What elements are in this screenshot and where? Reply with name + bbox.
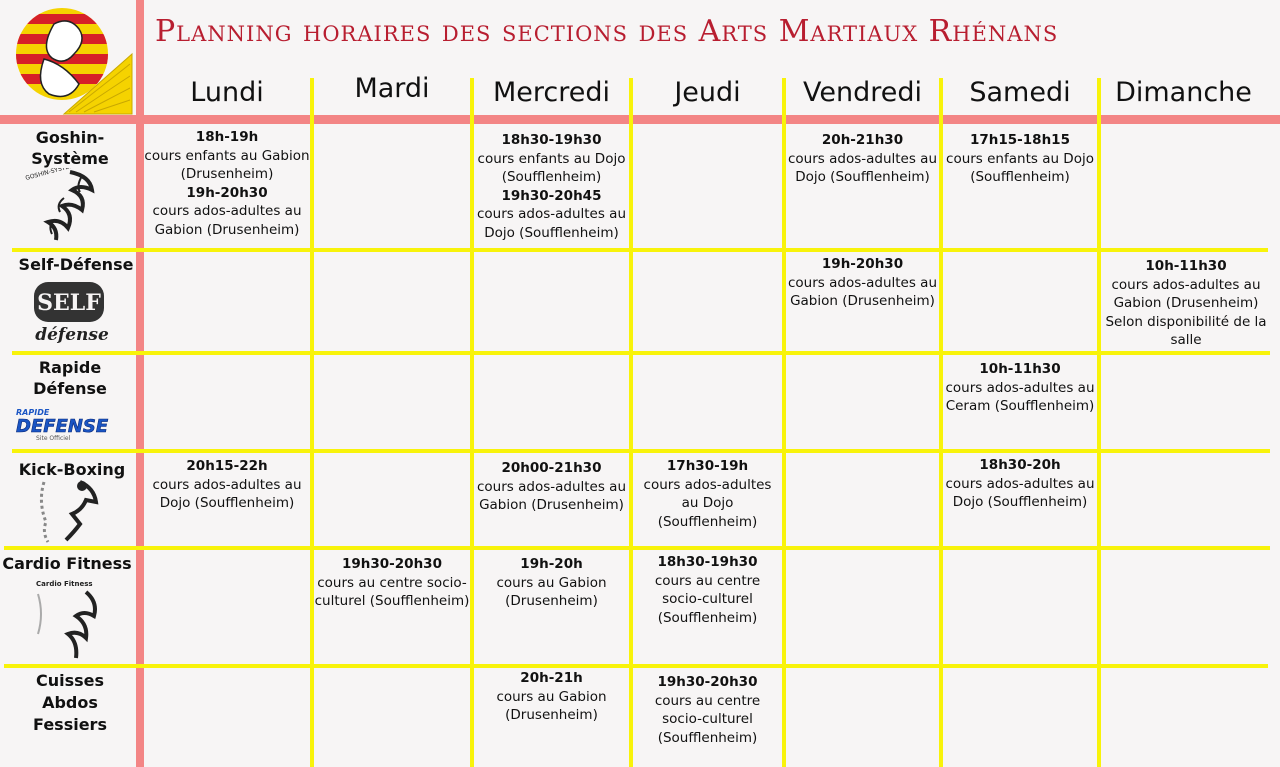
session-time: 20h00-21h30 xyxy=(501,460,602,476)
goshin-logo-text: GOSHIN-SYSTEME xyxy=(24,168,79,182)
grid-row-line xyxy=(4,546,1270,550)
cell-kick-boxing-samedi xyxy=(943,456,1097,512)
cell-cardio-jeudi xyxy=(633,553,782,627)
grid-row-line xyxy=(12,351,1270,355)
session-desc: cours ados-adultes au Dojo (Soufflenheim) xyxy=(945,475,1095,510)
session-desc: cours ados-adultes au Dojo (Soufflenheim) xyxy=(476,206,627,241)
session-desc: cours ados-adultes au Dojo (Soufflenheim) xyxy=(152,476,302,511)
session-desc: cours ados-adultes au Gabion (Drusenheim) Selon disponibilité de la salle xyxy=(1105,276,1267,348)
rapide-defense-logo xyxy=(14,406,136,442)
session-desc: cours enfants au Dojo (Soufflenheim) xyxy=(477,150,626,185)
rapide-defense-logo-text-2: DEFENSE xyxy=(16,416,109,437)
session-desc: cours enfants au Dojo (Soufflenheim) xyxy=(946,150,1094,185)
session-time: 19h30-20h30 xyxy=(657,674,758,690)
session-time: 20h-21h30 xyxy=(821,132,904,148)
cell-rapide-defense-samedi xyxy=(943,360,1097,416)
session-desc: cours au Gabion (Drusenheim) xyxy=(496,688,607,723)
session-desc: cours ados-adultes au Gabion (Drusenheim) xyxy=(152,203,302,238)
cardio-fitness-logo-text: Cardio Fitness xyxy=(36,580,93,588)
session-desc: cours enfants au Gabion (Drusenheim) xyxy=(144,147,310,182)
session-time: 10h-11h30 xyxy=(979,361,1061,377)
self-defense-logo xyxy=(20,276,120,346)
section-goshin-systeme: Goshin-Système xyxy=(31,128,109,168)
day-header-vendredi: Vendredi xyxy=(803,77,922,108)
cell-kick-boxing-jeudi xyxy=(633,457,782,531)
section-rapide-defense: Rapide Défense xyxy=(33,358,107,398)
session-time: 19h30-20h45 xyxy=(501,187,602,204)
session-desc: cours au centre socio-culturel (Soufflenheim) xyxy=(654,692,761,746)
day-header-mercredi: Mercredi xyxy=(492,77,611,108)
session-time: 17h15-18h15 xyxy=(970,132,1070,148)
cardio-fitness-logo xyxy=(30,576,102,664)
club-logo xyxy=(14,4,134,116)
cell-goshin-vendredi xyxy=(786,131,939,187)
session-desc: cours au centre socio-culturel (Soufflenheim) xyxy=(314,574,470,609)
rapide-defense-logo-text-3: Site Officiel xyxy=(36,435,71,442)
session-desc: cours au centre socio-culturel (Soufflenheim) xyxy=(654,572,761,626)
page-title: Planning horaires des sections des Arts Martiaux Rhénans xyxy=(155,14,1059,49)
session-time: 19h-20h30 xyxy=(821,256,904,272)
session-time: 18h30-19h30 xyxy=(501,132,602,148)
cell-cuisses-mercredi xyxy=(474,669,629,725)
cell-kick-boxing-lundi xyxy=(144,457,310,513)
cell-cardio-mardi xyxy=(314,555,470,611)
goshin-logo xyxy=(20,168,116,244)
session-time: 19h-20h xyxy=(520,556,583,572)
grid-row-line xyxy=(4,664,1268,668)
cell-goshin-samedi xyxy=(943,131,1097,187)
session-time: 18h-19h xyxy=(195,129,259,145)
section-cardio-fitness: Cardio Fitness xyxy=(2,554,132,573)
session-time: 19h-20h30 xyxy=(186,184,268,201)
session-desc: cours ados-adultes au Gabion (Drusenheim) xyxy=(787,274,938,309)
session-desc: cours au Gabion (Drusenheim) xyxy=(496,574,607,609)
day-header-dimanche: Dimanche xyxy=(1115,77,1252,108)
day-header-mardi: Mardi xyxy=(354,73,430,104)
session-time: 20h-21h xyxy=(520,670,583,686)
session-time: 20h15-22h xyxy=(186,458,268,474)
cell-cuisses-jeudi xyxy=(633,673,782,747)
cell-goshin-lundi xyxy=(144,128,310,239)
rapide-defense-logo-text-1: RAPIDE xyxy=(16,408,50,417)
session-time: 19h30-20h30 xyxy=(342,556,442,572)
section-self-defense: Self-Défense xyxy=(18,255,134,274)
self-defense-logo-text-2: défense xyxy=(35,325,109,345)
session-desc: cours ados-adultes au Gabion (Drusenheim) xyxy=(476,478,627,513)
session-time: 18h30-20h xyxy=(979,457,1061,473)
cell-self-defense-vendredi xyxy=(786,255,939,311)
kick-boxing-logo xyxy=(30,476,102,546)
section-cuisses-abdos-fessiers: Cuisses Abdos Fessiers xyxy=(33,671,107,734)
cell-cardio-mercredi xyxy=(474,555,629,611)
session-time: 18h30-19h30 xyxy=(657,554,758,570)
cell-kick-boxing-mercredi xyxy=(474,459,629,515)
cell-self-defense-dimanche xyxy=(1101,257,1271,350)
session-time: 10h-11h30 xyxy=(1145,258,1227,274)
day-header-samedi: Samedi xyxy=(969,77,1071,108)
session-desc: cours ados-adultes au Dojo (Soufflenheim) xyxy=(643,476,772,530)
cell-goshin-mercredi xyxy=(474,131,629,242)
grid-row-line xyxy=(12,248,1268,252)
day-header-jeudi: Jeudi xyxy=(674,77,741,108)
day-header-lundi: Lundi xyxy=(190,77,264,108)
session-desc: cours ados-adultes au Dojo (Soufflenheim) xyxy=(787,150,938,185)
red-horizontal-line xyxy=(0,115,1280,124)
grid-row-line xyxy=(12,449,1270,453)
session-desc: cours ados-adultes au Ceram (Soufflenheim) xyxy=(945,379,1095,414)
self-defense-logo-text-1: SELF xyxy=(37,290,101,316)
session-time: 17h30-19h xyxy=(666,458,749,474)
section-kick-boxing: Kick-Boxing xyxy=(18,460,126,479)
